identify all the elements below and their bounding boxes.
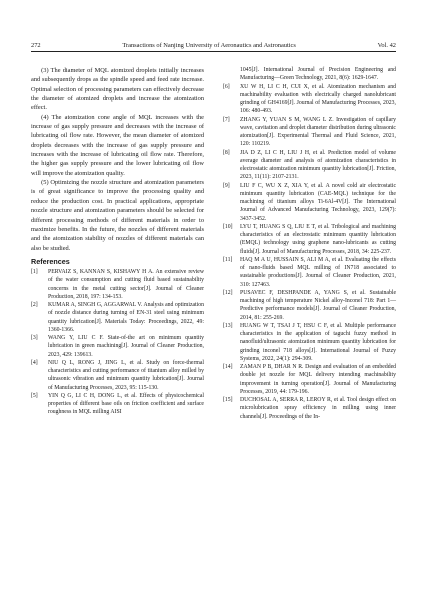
reference-number: [1]	[31, 269, 38, 276]
reference-item	[223, 223, 396, 256]
reference-number: [2]	[31, 302, 38, 309]
reference-item	[223, 83, 396, 116]
reference-text: ZAMAN P B, DHAR N R. Design and evaluation of an embedded double jet nozzle for MQL delivery intending machinability improvement in turning operation[J]. Journal of Manufacturing Processes, 2019, 44: 179-196.	[240, 364, 396, 395]
reference-number: [7]	[223, 116, 230, 123]
reference-text: XU W H, LI C H, CUI X, et al. Atomization mechanism and machinability evaluation with electrically charged nanolubricant grinding of GH4169[J]. Journal of Manufacturing Processes, 2023, 106: 480-493.	[240, 83, 396, 115]
reference-item	[31, 359, 204, 392]
reference-number: [15]	[223, 397, 233, 403]
reference-text: LIU F C, WU X Z, XIA Y, et al. A novel cold air electrostatic minimum quantity lubrication (CAE-MQL) technique for the machining of titanium alloys Ti-6Al-4V[J]. The International Journal of Advanced Manufacturing Technology, 2023, 129(7): 3437-3452.	[240, 182, 396, 222]
reference-text: HAQ M A U, HUSSAIN S, ALI M A, et al. Evaluating the effects of nano-fluids based MQL milling of IN718 associated to sustainable productions[J]. Journal of Cleaner Production, 2021, 310: 127463.	[240, 256, 396, 288]
reference-number: [4]	[31, 359, 38, 366]
reference-item	[223, 289, 396, 322]
reference-number: [5]	[31, 392, 38, 399]
reference-text: DUCHOSAL A, SERRA R, LEROY R, et al. Tool design effect on microlubrication spray efficiency in milling using inner channels[J]. Proceedings of the In-	[240, 397, 396, 420]
reference-item	[223, 149, 396, 182]
conclusion-paragraph-4: (4) The atomization cone angle of MQL increases with the increase of gas supply pressure and decreases with the increase of lubricating oil flow rate. However, the mean diameter of atomized droplets decreases with the increase of gas supply pressure and increases with the increase of lubricating oil flow rate. Therefore, the higher gas supply pressure and the lower lubricating oil flow will improve the atomization quality.	[31, 113, 204, 177]
reference-text: WANG Y, LIU C F. State-of-the art on minimum quantity lubrication in green machining[J]. Journal of Cleaner Production, 2023, 429: 139613.	[48, 335, 204, 358]
reference-number: [3]	[31, 335, 38, 342]
reference-item	[31, 334, 204, 359]
volume-label: Vol. 42	[377, 42, 396, 49]
reference-number: [8]	[223, 149, 230, 156]
reference-text: KUMAR A, SINGH G, AGGARWAL V. Analysis and optimization of nozzle distance during turning of EN-31 steel using minimum quantity lubrication[J]. Materials Today: Proceedings, 2022, 49: 1360-1366.	[48, 302, 204, 333]
reference-number: [13]	[223, 322, 233, 329]
reference-number: [6]	[223, 83, 230, 90]
reference-item	[223, 256, 396, 289]
reference-item	[31, 301, 204, 334]
reference-item	[223, 322, 396, 363]
reference-text: HUANG W T, TSAI J T, HSU C F, et al. Multiple performance characteristics in the application of taguchi fuzzy method in nanofluid/ultrasonic atomization minimum quantity lubrication for grinding inconel 718 alloys[J]. International Journal of Fuzzy Systems, 2022, 24(1): 294-309.	[240, 322, 396, 362]
page-header	[31, 37, 396, 52]
conclusion-paragraph-5: (5) Optimizing the nozzle structure and atomization parameters is of great significance to improve the processing quality and reduce the production cost. In practical applications, appropriate nozzle structure and atomization parameters should be selected for different processing methods of different materials in order to maximize benefits. In the future, the nozzles of different materials and the atomization stability of nozzles of different materials can also be studied.	[31, 179, 204, 252]
reference-item	[223, 363, 396, 396]
reference-number: [10]	[223, 223, 233, 230]
reference-number: [11]	[223, 256, 233, 263]
reference-text: PUSAVEC F, DESHPANDE A, YANG S, et al. Sustainable machining of high temperature Nickel alloy-Inconel 718: Part 1—Predictive performance models[J]. Journal of Cleaner Production, 2014, 81: 255-269.	[240, 289, 396, 321]
reference-number: [12]	[223, 289, 233, 296]
right-column	[223, 66, 396, 421]
conclusion-paragraph-3: (3) The diameter of MQL atomized droplets initially increases and subsequently drops as the spindle speed and feed rate increase. Optimal selection of processing parameters can effectively decrease the diameter of atomized droplets and increase the atomization effect.	[31, 67, 204, 112]
reference-text: JIA D Z, LI C H, LIU J H, et al. Prediction model of volume average diameter and analysis of atomization characteristics in electrostatic atomization minimum quantity lubrication[J]. Friction, 2023, 11(11): 2107-2131.	[240, 149, 396, 181]
reference-item	[223, 396, 396, 421]
reference-text: NIU Q L, RONG J, JING L, et al. Study on force-thermal characteristics and cutting performance of titanium alloy milled by ultrasonic vibration and minimum quantity lubrication[J]. Journal of Manufacturing Processes, 2023, 95: 115-130.	[48, 359, 204, 391]
reference-number: [14]	[223, 364, 233, 370]
left-column	[31, 66, 204, 417]
reference-item	[223, 182, 396, 223]
reference-text: PERVAIZ S, KANNAN S, KISHAWY H A. An extensive review of the water consumption and cutting fluid based sustainability concerns in the metal cutting sector[J]. Journal of Cleaner Production, 2018, 197: 134-153.	[48, 269, 204, 300]
reference-continuation: 1045[J]. International Journal of Precision Engineering and Manufacturing—Green Technology, 2021, 8(6): 1629-1647.	[240, 67, 396, 82]
journal-title: Transactions of Nanjing University of Aeronautics and Astronautics	[122, 42, 296, 49]
reference-text: LYU T, HUANG S Q, LIU E T, et al. Tribological and machining characteristics of an electrostatic minimum quantity lubrication (EMQL) technology using graphene nano-lubricants as cutting fluids[J]. Journal of Manufacturing Processes, 2018, 34: 225-237.	[240, 223, 396, 255]
reference-item	[31, 392, 204, 417]
reference-item	[223, 116, 396, 149]
reference-text: ZHANG Y, YUAN S M, WANG L Z. Investigation of capillary wave, cavitation and droplet diameter distribution during ultrasonic atomization[J]. Experimental Thermal and Fluid Science, 2021, 120: 110219.	[240, 116, 396, 148]
page-number: 272	[31, 42, 41, 49]
references-heading: References	[31, 256, 70, 266]
reference-number: [9]	[223, 182, 230, 189]
reference-item	[31, 268, 204, 301]
reference-text: YIN Q G, LI C H, DONG L, et al. Effects of physicochemical properties of different base oils on friction coefficient and surface roughness in MQL milling AISI	[48, 392, 204, 416]
